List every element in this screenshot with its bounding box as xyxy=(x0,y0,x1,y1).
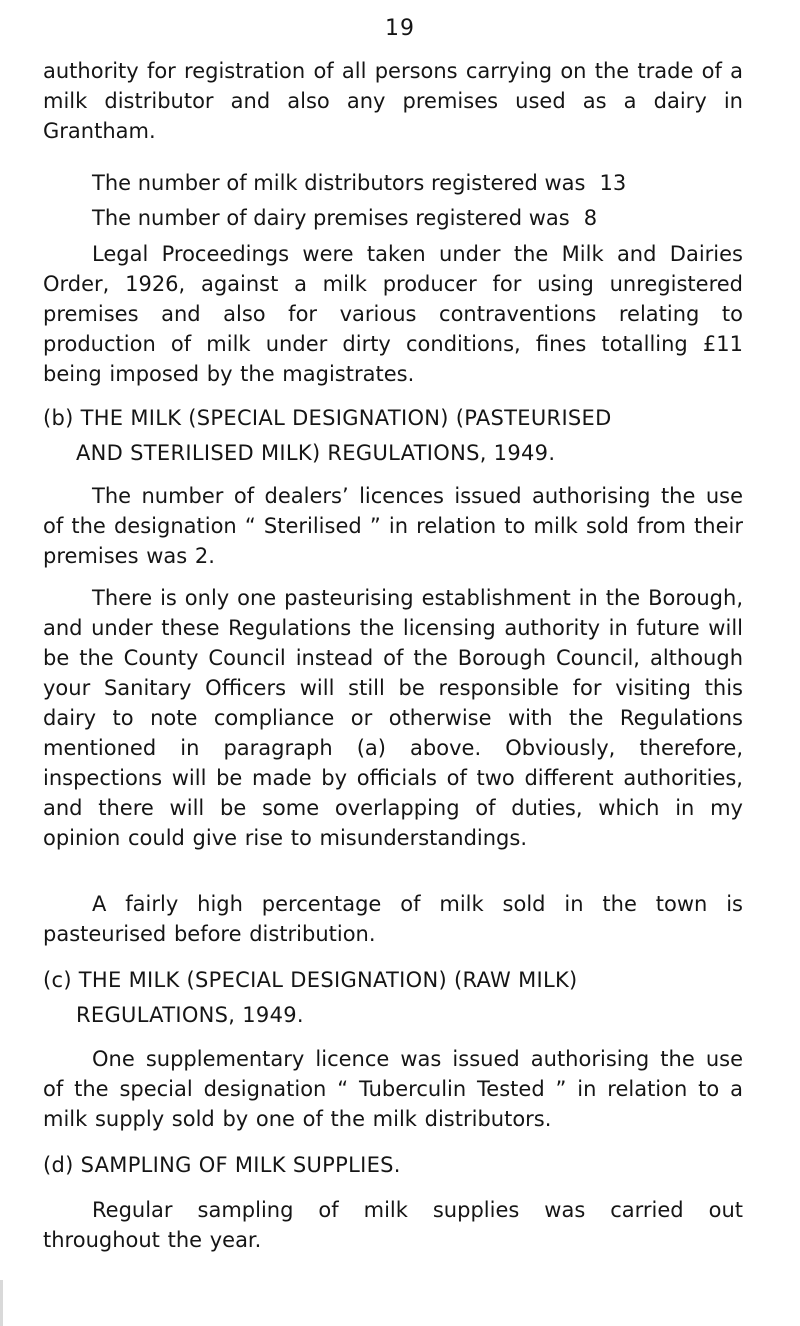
section-heading-b-line2: AND STERILISED MILK) REGULATIONS, 1949. xyxy=(76,441,556,465)
paragraph-regular-sampling: Regular sampling of milk supplies was carried out throughout the year. xyxy=(43,1198,743,1252)
stat-milk-distributors-value: 13 xyxy=(599,171,627,195)
section-heading-b-line1: (b) THE MILK (SPECIAL DESIGNATION) (PASTEURISED xyxy=(43,406,612,430)
stat-milk-distributors xyxy=(92,168,626,198)
section-heading-c-line2: REGULATIONS, 1949. xyxy=(76,1003,304,1027)
paragraph-supplementary-licence: One supplementary licence was issued authorising the use of the special designation “ Tuberculin Tested ” in relation to a milk supply sold by one of the milk distributors. xyxy=(43,1047,743,1131)
section-heading-c xyxy=(43,963,743,1033)
stat-dairy-premises-label: The number of dairy premises registered was xyxy=(92,206,570,230)
paragraph-registration-authority: authority for registration of all persons carrying on the trade of a milk distributor and also any premises used as a dairy in Grantham. xyxy=(43,59,743,143)
stat-dairy-premises-value: 8 xyxy=(583,206,598,230)
section-heading-d-line1: (d) SAMPLING OF MILK SUPPLIES. xyxy=(43,1153,401,1177)
stat-dairy-premises xyxy=(92,203,597,233)
paragraph-pasteurised-percentage: A fairly high percentage of milk sold in the town is pasteurised before distribution. xyxy=(43,892,743,946)
section-heading-c-line1: (c) THE MILK (SPECIAL DESIGNATION) (RAW MILK) xyxy=(43,968,578,992)
paragraph-pasteurising-establishment: There is only one pasteurising establishment in the Borough, and under these Regulations the licensing authority in future will be the County Council instead of the Borough Council, although your Sanitary Officers will still be responsible for visiting this dairy to note compliance or otherwise with the Regulations mentioned in paragraph (a) above. Obviously, therefore, inspections will be made by officials of two different authorities, and there will be some overlapping of duties, which in my opinion could give rise to misunderstandings. xyxy=(43,586,743,850)
section-heading-d xyxy=(43,1148,743,1183)
page-number: 19 xyxy=(385,16,415,41)
paragraph-dealers-licences: The number of dealers’ licences issued authorising the use of the designation “ Sterilised ” in relation to milk sold from their premises was 2. xyxy=(43,484,743,568)
paragraph-legal-proceedings: Legal Proceedings were taken under the Milk and Dairies Order, 1926, against a milk producer for using unregistered premises and also for various contraventions relating to production of milk under dirty conditions, fines totalling £11 being imposed by the magistrates. xyxy=(43,242,743,386)
section-heading-b xyxy=(43,401,743,471)
scan-edge-mark xyxy=(0,1280,3,1326)
stat-milk-distributors-label: The number of milk distributors registered was xyxy=(92,171,586,195)
